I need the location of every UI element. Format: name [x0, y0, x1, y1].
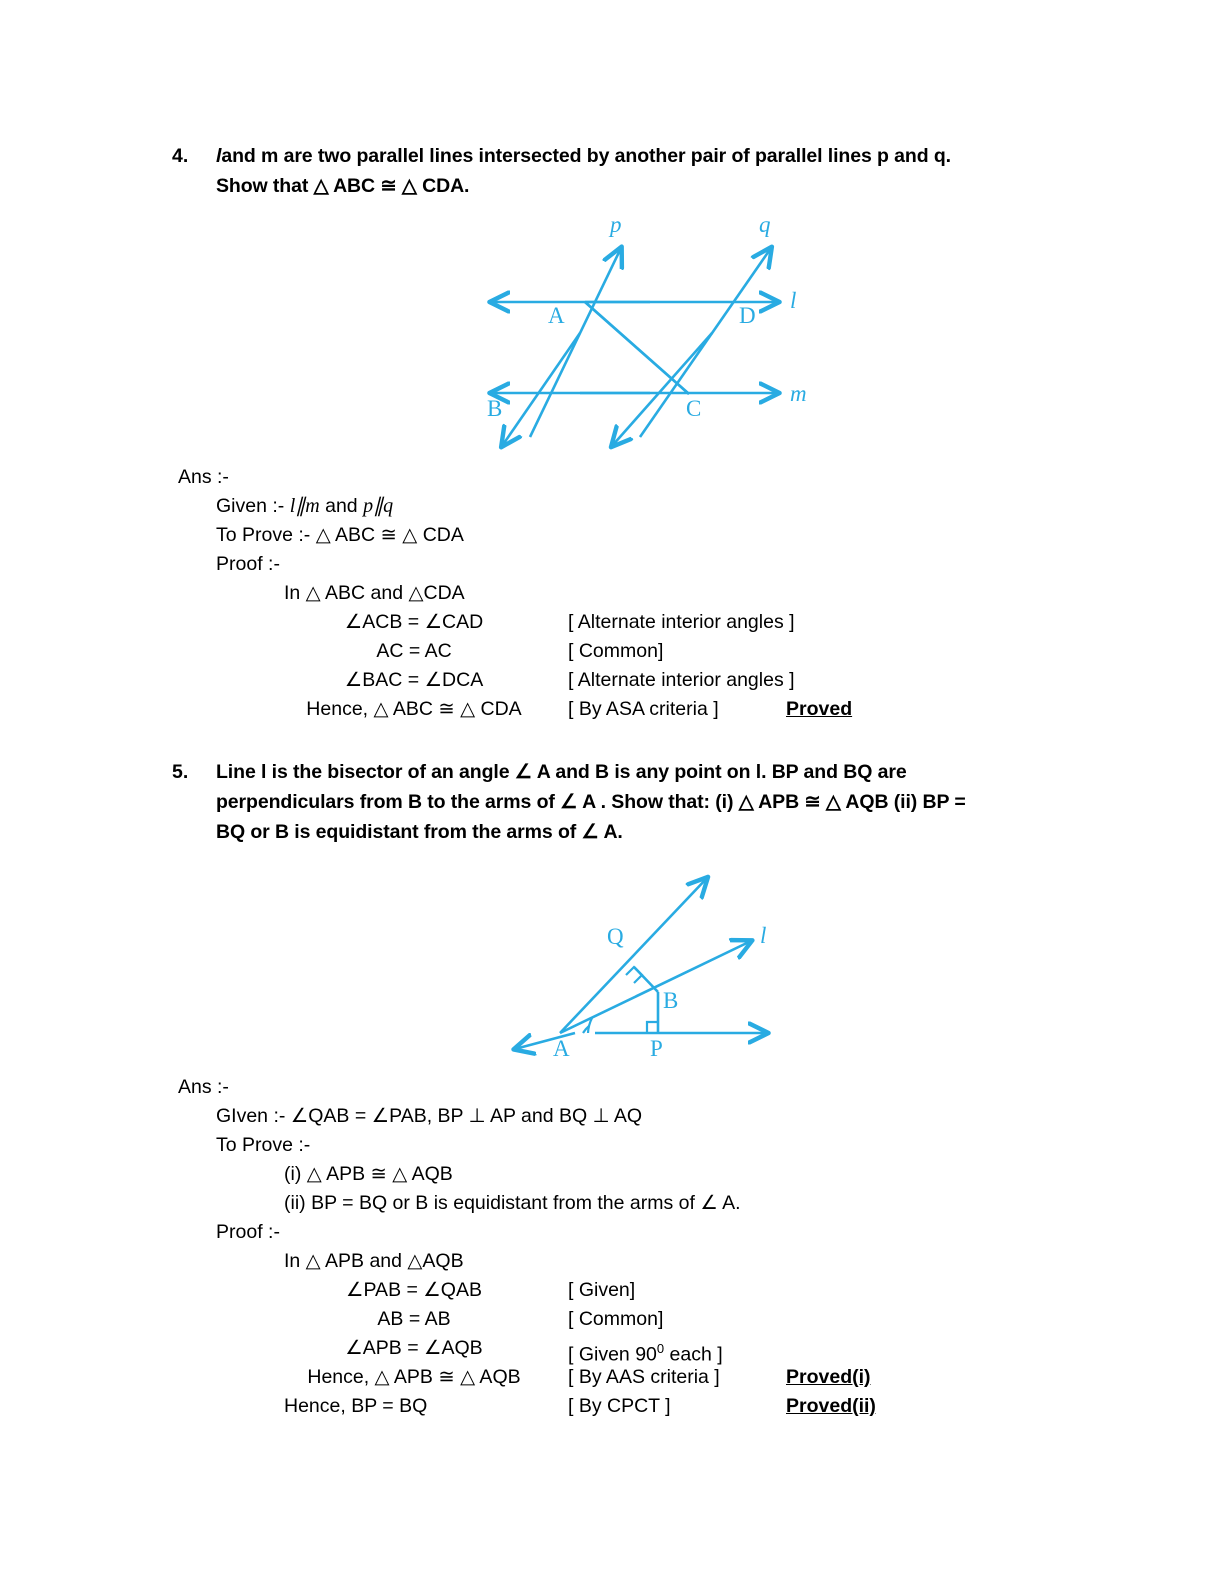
question-4-number: 4.	[172, 145, 189, 167]
answer-5-to-prove-ii: (ii) BP = BQ or B is equidistant from the arms of ∠ A.	[284, 1192, 741, 1214]
proved-badge: Proved(i)	[786, 1366, 871, 1388]
figure1-label-D: D	[739, 303, 756, 328]
answer-4	[178, 463, 1128, 724]
answer-4-in-line: In △ ABC and △CDA	[284, 582, 465, 604]
given-math-pq: p∥q	[363, 495, 394, 517]
figure1-label-B: B	[487, 396, 503, 421]
question-5	[172, 757, 1072, 847]
figure-parallel-lines	[460, 205, 840, 460]
figure1-label-q: q	[759, 212, 771, 237]
reason-post: each ]	[664, 1343, 723, 1366]
answer-5-row-2	[178, 1305, 1128, 1334]
answer-5-in-line: In △ APB and △AQB	[284, 1250, 464, 1272]
answer-5-label: Ans :-	[178, 1076, 229, 1098]
figure2-label-P: P	[650, 1036, 663, 1061]
question-4-line2: Show that △ ABC ≅ △ CDA.	[216, 175, 470, 197]
answer-5-row-5	[178, 1392, 1128, 1421]
answer-4-row-2	[178, 637, 1128, 666]
statement: ∠ACB = ∠CAD	[344, 611, 484, 633]
figure2-label-B: B	[663, 988, 679, 1013]
reason: [ Alternate interior angles ]	[568, 611, 795, 633]
answer-4-label: Ans :-	[178, 466, 229, 488]
question-5-line3: BQ or B is equidistant from the arms of ∠ A.	[216, 821, 623, 843]
answer-5-to-prove-i: (i) △ APB ≅ △ AQB	[284, 1163, 453, 1185]
statement: ∠APB = ∠AQB	[345, 1337, 483, 1359]
answer-5-proof-label: Proof :-	[216, 1221, 280, 1243]
question-4-text	[216, 141, 1072, 201]
answer-4-given	[216, 492, 1128, 521]
question-4	[172, 141, 1072, 201]
figure1-label-C: C	[686, 396, 702, 421]
figure-angle-bisector	[495, 865, 795, 1070]
reason: [ By ASA criteria ]	[568, 698, 719, 720]
given-math-lm: l∥m	[289, 495, 320, 517]
figure1-label-p: p	[610, 212, 622, 237]
question-5-text	[216, 757, 1072, 847]
figure2-label-l: l	[760, 923, 767, 948]
reason: [ Given]	[568, 1279, 636, 1301]
statement: ∠PAB = ∠QAB	[346, 1279, 482, 1301]
reason: [ By AAS criteria ]	[568, 1366, 720, 1388]
statement: Hence, △ ABC ≅ △ CDA	[306, 698, 522, 720]
answer-5-row-4	[178, 1363, 1128, 1392]
answer-5-given: GIven :- ∠QAB = ∠PAB, BP ⊥ AP and BQ ⊥ AQ	[216, 1105, 643, 1127]
answer-4-row-4	[178, 695, 1128, 724]
figure2-label-A: A	[553, 1036, 570, 1061]
statement: Hence, BP = BQ	[284, 1395, 428, 1417]
statement: AB = AB	[377, 1308, 451, 1330]
proved-badge: Proved(ii)	[786, 1395, 876, 1417]
given-mid: and	[319, 495, 364, 517]
proved-badge: Proved	[786, 698, 853, 720]
question-5-line1: Line l is the bisector of an angle ∠ A and B is any point on l. BP and BQ are	[216, 761, 907, 783]
question-4-line1: and m are two parallel lines intersected by another pair of parallel lines p and q.	[221, 145, 951, 167]
reason: [ Common]	[568, 1308, 664, 1330]
question-4-line1-italic: l	[216, 145, 222, 167]
reason-pre: [ Given 90	[568, 1343, 657, 1366]
figure1-label-m: m	[790, 381, 807, 406]
reason: [ Alternate interior angles ]	[568, 669, 795, 691]
statement: AC = AC	[376, 640, 452, 662]
answer-5	[178, 1073, 1128, 1421]
answer-5-row-1	[178, 1276, 1128, 1305]
figure1-label-A: A	[548, 303, 565, 328]
answer-4-row-1	[178, 608, 1128, 637]
answer-5-row-3	[178, 1334, 1128, 1366]
question-5-number: 5.	[172, 761, 189, 783]
question-5-line2: perpendiculars from B to the arms of ∠ A . Show that: (i) △ APB ≅ △ AQB (ii) BP =	[216, 791, 966, 813]
answer-5-to-prove-label: To Prove :-	[216, 1134, 311, 1156]
reason: [ Common]	[568, 640, 664, 662]
statement: ∠BAC = ∠DCA	[344, 669, 484, 691]
statement: Hence, △ APB ≅ △ AQB	[307, 1366, 521, 1388]
answer-4-row-3	[178, 666, 1128, 695]
degree-superscript: 0	[656, 1341, 665, 1356]
answer-4-proof-label: Proof :-	[216, 553, 280, 575]
given-prefix: Given :-	[216, 495, 290, 517]
answer-4-to-prove: To Prove :- △ ABC ≅ △ CDA	[216, 524, 464, 546]
figure2-label-Q: Q	[607, 924, 624, 949]
reason: [ By CPCT ]	[568, 1395, 671, 1417]
figure1-label-l: l	[790, 288, 797, 313]
